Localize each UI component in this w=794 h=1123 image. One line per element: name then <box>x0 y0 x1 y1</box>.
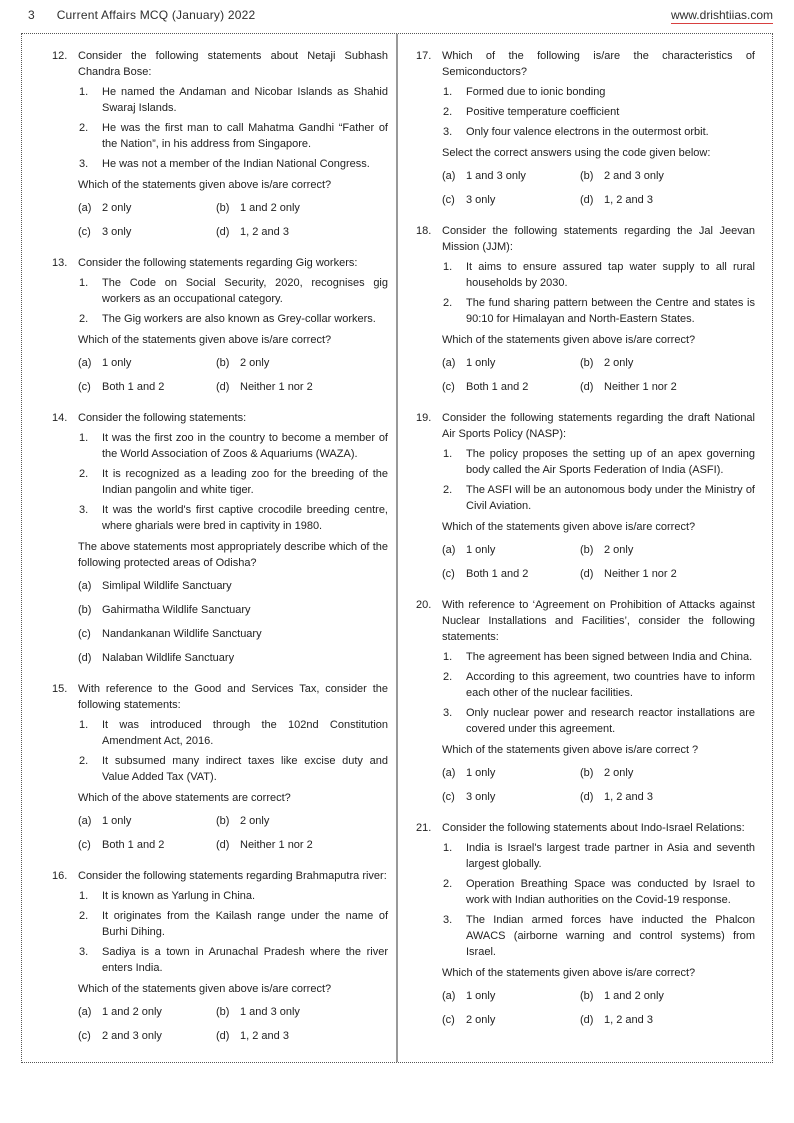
question-intro: Consider the following statements regarding the Jal Jeevan Mission (JJM): <box>442 225 755 253</box>
statement-number: 2. <box>443 297 453 309</box>
statement-text: He named the Andaman and Nicobar Islands as Shahid Swaraj Islands. <box>102 86 388 114</box>
statement-text: It was the first zoo in the country to become a member of the World Association of Zoos & Aquariums (WAZA). <box>102 432 388 460</box>
option-text: 1, 2 and 3 <box>604 791 653 803</box>
answer-option <box>580 988 755 1004</box>
option-label: (c) <box>78 381 91 393</box>
statement-text: The policy proposes the setting up of an apex governing body called the Air Sports Federation of India (ASFI). <box>466 448 755 476</box>
statement-text: Formed due to ionic bonding <box>466 86 606 98</box>
option-text: 1, 2 and 3 <box>604 194 653 206</box>
option-text: 2 only <box>466 1014 496 1026</box>
statement-number: 2. <box>443 878 453 890</box>
answer-option <box>580 765 755 781</box>
question-prompt: Which of the statements given above is/are correct? <box>78 334 332 346</box>
question-body <box>78 681 388 853</box>
answer-option <box>78 379 216 395</box>
question-number: 18. <box>416 225 432 237</box>
answer-option <box>580 355 755 371</box>
statement <box>443 104 755 120</box>
statement <box>79 275 388 307</box>
option-label: (b) <box>216 1006 230 1018</box>
option-list <box>78 200 388 240</box>
option-text: Both 1 and 2 <box>102 381 165 393</box>
statement <box>443 259 755 291</box>
answer-option <box>442 192 580 208</box>
answer-option <box>580 192 755 208</box>
option-text: Simlipal Wildlife Sanctuary <box>102 580 232 592</box>
option-text: 2 only <box>604 357 634 369</box>
statement-text: The agreement has been signed between India and China. <box>466 651 753 663</box>
question-prompt: The above statements most appropriately describe which of the following protected areas of Odisha? <box>78 541 388 569</box>
option-text: 3 only <box>102 226 132 238</box>
statement-number: 1. <box>79 432 89 444</box>
option-text: 3 only <box>466 791 496 803</box>
option-list <box>442 355 755 395</box>
statement <box>443 669 755 701</box>
option-label: (a) <box>78 815 92 827</box>
option-label: (c) <box>442 568 455 580</box>
answer-option <box>442 789 580 805</box>
option-label: (d) <box>580 1014 594 1026</box>
statement-list <box>78 888 388 976</box>
option-text: Neither 1 nor 2 <box>240 839 313 851</box>
statement-number: 2. <box>443 484 453 496</box>
question <box>52 255 388 395</box>
question-body <box>78 48 388 240</box>
option-text: Neither 1 nor 2 <box>604 381 677 393</box>
statement-text: It aims to ensure assured tap water supply to all rural households by 2030. <box>466 261 755 289</box>
option-label: (d) <box>216 1030 230 1042</box>
statement-number: 2. <box>79 910 89 922</box>
option-list <box>78 578 388 666</box>
statement-text: It is recognized as a leading zoo for the breeding of the Indian pangolin and white tiger. <box>102 468 388 496</box>
option-text: Neither 1 nor 2 <box>240 381 313 393</box>
option-label: (c) <box>78 226 91 238</box>
statement <box>443 876 755 908</box>
question <box>416 48 755 208</box>
statement <box>79 84 388 116</box>
statement-number: 2. <box>79 122 89 134</box>
question-number: 17. <box>416 50 432 62</box>
option-label: (b) <box>78 604 92 616</box>
question-intro: With reference to the Good and Services Tax, consider the following statements: <box>78 683 388 711</box>
option-label: (a) <box>78 580 92 592</box>
option-label: (a) <box>78 357 92 369</box>
statement <box>79 502 388 534</box>
answer-option <box>78 355 216 371</box>
statement-text: The Indian armed forces have inducted the Phalcon AWACS (airborne warning and control systems) from Israel. <box>466 914 755 958</box>
option-text: 2 only <box>102 202 132 214</box>
statement-list <box>78 430 388 534</box>
option-list <box>78 355 388 395</box>
statement <box>443 124 755 140</box>
question-body <box>442 410 755 582</box>
statement-number: 3. <box>443 126 453 138</box>
option-list <box>442 168 755 208</box>
option-list <box>78 1004 388 1044</box>
page-number: 3 <box>28 8 35 22</box>
answer-option <box>216 837 388 853</box>
question-intro: Consider the following statements regarding the draft National Air Sports Policy (NASP): <box>442 412 755 440</box>
answer-option <box>442 379 580 395</box>
option-label: (b) <box>580 767 594 779</box>
answer-option <box>78 602 388 618</box>
document-title: Current Affairs MCQ (January) 2022 <box>56 8 256 22</box>
statement-text: Sadiya is a town in Arunachal Pradesh where the river enters India. <box>102 946 388 974</box>
option-label: (a) <box>442 170 456 182</box>
question-number: 13. <box>52 257 68 269</box>
statement-text: It was introduced through the 102nd Constitution Amendment Act, 2016. <box>102 719 388 747</box>
column-divider <box>396 34 398 1062</box>
statement <box>443 84 755 100</box>
answer-option <box>442 168 580 184</box>
question-number: 20. <box>416 599 432 611</box>
statement-list <box>442 446 755 514</box>
question-body <box>78 255 388 395</box>
statement-list <box>442 649 755 737</box>
answer-option <box>216 1004 388 1020</box>
option-label: (d) <box>216 381 230 393</box>
option-label: (d) <box>216 839 230 851</box>
statement <box>79 944 388 976</box>
option-text: Nalaban Wildlife Sanctuary <box>102 652 235 664</box>
statement-text: The ASFI will be an autonomous body under the Ministry of Civil Aviation. <box>466 484 755 512</box>
answer-option <box>442 988 580 1004</box>
option-label: (b) <box>580 990 594 1002</box>
question <box>52 681 388 853</box>
left-column <box>22 34 397 1062</box>
statement-number: 1. <box>79 890 89 902</box>
page-header <box>21 8 773 24</box>
option-text: 1, 2 and 3 <box>604 1014 653 1026</box>
option-text: 1, 2 and 3 <box>240 1030 289 1042</box>
option-label: (c) <box>442 194 455 206</box>
option-text: 1 and 3 only <box>466 170 526 182</box>
option-label: (b) <box>216 202 230 214</box>
option-label: (d) <box>580 791 594 803</box>
answer-option <box>580 542 755 558</box>
answer-option <box>442 355 580 371</box>
option-list <box>78 813 388 853</box>
statement-list <box>442 259 755 327</box>
option-text: 2 only <box>604 544 634 556</box>
answer-option <box>78 837 216 853</box>
option-label: (d) <box>580 381 594 393</box>
option-label: (b) <box>580 170 594 182</box>
answer-option <box>442 566 580 582</box>
statement-text: The Gig workers are also known as Grey-collar workers. <box>102 313 376 325</box>
option-text: Both 1 and 2 <box>466 381 529 393</box>
answer-option <box>78 200 216 216</box>
answer-option <box>216 813 388 829</box>
statement <box>443 482 755 514</box>
option-text: Neither 1 nor 2 <box>604 568 677 580</box>
statement <box>79 753 388 785</box>
statement-number: 1. <box>79 86 89 98</box>
question-intro: Consider the following statements about Netaji Subhash Chandra Bose: <box>78 50 388 78</box>
option-label: (b) <box>216 815 230 827</box>
statement <box>79 908 388 940</box>
question-intro: Which of the following is/are the characteristics of Semiconductors? <box>442 50 755 78</box>
option-label: (c) <box>78 1030 91 1042</box>
question-body <box>442 48 755 208</box>
option-text: 1 and 2 only <box>240 202 300 214</box>
statement-list <box>78 275 388 327</box>
answer-option <box>580 789 755 805</box>
option-text: 2 only <box>240 815 270 827</box>
statement-text: Positive temperature coefficient <box>466 106 620 118</box>
question-intro: Consider the following statements about Indo-Israel Relations: <box>442 822 745 834</box>
question-body <box>442 820 755 1028</box>
option-text: 2 and 3 only <box>102 1030 162 1042</box>
answer-option <box>216 379 388 395</box>
option-text: 1 and 2 only <box>604 990 664 1002</box>
answer-option <box>580 1012 755 1028</box>
statement-number: 1. <box>443 261 453 273</box>
question-body <box>442 597 755 805</box>
answer-option <box>216 355 388 371</box>
option-label: (d) <box>78 652 92 664</box>
option-text: 2 only <box>604 767 634 779</box>
statement <box>79 717 388 749</box>
option-text: Gahirmatha Wildlife Sanctuary <box>102 604 251 616</box>
question-prompt: Which of the statements given above is/are correct ? <box>442 744 699 756</box>
option-label: (d) <box>580 568 594 580</box>
option-label: (b) <box>580 544 594 556</box>
question <box>416 820 755 1028</box>
question-prompt: Which of the statements given above is/are correct? <box>78 983 332 995</box>
question-number: 15. <box>52 683 68 695</box>
answer-option <box>580 168 755 184</box>
statement-number: 3. <box>79 946 89 958</box>
question <box>52 410 388 666</box>
option-text: 1 only <box>102 357 132 369</box>
option-text: 1 only <box>102 815 132 827</box>
statement <box>443 295 755 327</box>
answer-option <box>78 1004 216 1020</box>
question-prompt: Which of the statements given above is/are correct? <box>442 967 696 979</box>
statement-text: India is Israel's largest trade partner in Asia and seventh largest globally. <box>466 842 755 870</box>
statement-text: The Code on Social Security, 2020, recognises gig workers as an occupational category. <box>102 277 388 305</box>
option-text: 1 and 3 only <box>240 1006 300 1018</box>
answer-option <box>78 813 216 829</box>
answer-option <box>216 224 388 240</box>
statement-number: 1. <box>79 277 89 289</box>
question-number: 19. <box>416 412 432 424</box>
statement-number: 3. <box>79 158 89 170</box>
statement-text: The fund sharing pattern between the Centre and states is 90:10 for Himalayan and North-Eastern States. <box>466 297 755 325</box>
option-label: (a) <box>442 544 456 556</box>
question-intro: Consider the following statements regarding Brahmaputra river: <box>78 870 387 882</box>
question-intro: Consider the following statements: <box>78 412 247 424</box>
option-text: 1 only <box>466 767 496 779</box>
statement-number: 2. <box>79 313 89 325</box>
option-text: 3 only <box>466 194 496 206</box>
option-text: Both 1 and 2 <box>466 568 529 580</box>
statement <box>79 120 388 152</box>
question <box>416 223 755 395</box>
statement-number: 1. <box>443 842 453 854</box>
statement-number: 2. <box>79 468 89 480</box>
option-text: Nandankanan Wildlife Sanctuary <box>102 628 262 640</box>
option-text: 1 only <box>466 544 496 556</box>
statement-list <box>78 717 388 785</box>
option-list <box>442 542 755 582</box>
answer-option <box>442 542 580 558</box>
statement-text: According to this agreement, two countries have to inform each other of the nuclear facilities. <box>466 671 755 699</box>
statement <box>79 430 388 462</box>
option-label: (c) <box>78 839 91 851</box>
option-label: (d) <box>580 194 594 206</box>
answer-option <box>442 1012 580 1028</box>
statement-text: Operation Breathing Space was conducted by Israel to work with Indian authorities on the Covid-19 response. <box>466 878 755 906</box>
statement-text: It is known as Yarlung in China. <box>102 890 256 902</box>
answer-option <box>580 379 755 395</box>
option-text: 1 only <box>466 357 496 369</box>
statement-list <box>442 84 755 140</box>
statement-text: It subsumed many indirect taxes like excise duty and Value Added Tax (VAT). <box>102 755 388 783</box>
statement-number: 1. <box>443 448 453 460</box>
question-number: 21. <box>416 822 432 834</box>
option-text: 2 and 3 only <box>604 170 664 182</box>
option-label: (c) <box>442 381 455 393</box>
option-text: 1, 2 and 3 <box>240 226 289 238</box>
statement <box>79 311 388 327</box>
option-label: (a) <box>442 767 456 779</box>
option-label: (c) <box>442 1014 455 1026</box>
statement-list <box>442 840 755 960</box>
statement-text: He was not a member of the Indian National Congress. <box>102 158 370 170</box>
option-label: (b) <box>216 357 230 369</box>
statement-text: Only nuclear power and research reactor installations are covered under this agreement. <box>466 707 755 735</box>
answer-option <box>78 578 388 594</box>
right-column <box>397 34 772 1062</box>
option-label: (a) <box>442 990 456 1002</box>
statement-number: 3. <box>443 707 453 719</box>
option-text: Both 1 and 2 <box>102 839 165 851</box>
question-prompt: Select the correct answers using the code given below: <box>442 147 711 159</box>
option-label: (d) <box>216 226 230 238</box>
statement <box>443 705 755 737</box>
question <box>416 410 755 582</box>
statement-text: It was the world's first captive crocodile breeding centre, where gharials were bred in captivity in 1980. <box>102 504 388 532</box>
statement-number: 1. <box>443 651 453 663</box>
statement-number: 1. <box>79 719 89 731</box>
option-label: (a) <box>442 357 456 369</box>
statement <box>79 888 388 904</box>
statement <box>443 912 755 960</box>
answer-option <box>78 1028 216 1044</box>
option-label: (a) <box>78 202 92 214</box>
option-label: (a) <box>78 1006 92 1018</box>
answer-option <box>442 765 580 781</box>
option-label: (c) <box>78 628 91 640</box>
question-body <box>78 410 388 666</box>
question <box>52 48 388 240</box>
statement-number: 2. <box>79 755 89 767</box>
statement-list <box>78 84 388 172</box>
statement <box>79 466 388 498</box>
option-list <box>442 765 755 805</box>
statement <box>443 840 755 872</box>
question-paper-box <box>21 33 773 1063</box>
question-number: 16. <box>52 870 68 882</box>
question-body <box>78 868 388 1044</box>
option-text: 1 and 2 only <box>102 1006 162 1018</box>
question-number: 12. <box>52 50 68 62</box>
answer-option <box>78 626 388 642</box>
statement-number: 2. <box>443 106 453 118</box>
option-label: (b) <box>580 357 594 369</box>
statement <box>79 156 388 172</box>
answer-option <box>78 650 388 666</box>
statement <box>443 446 755 478</box>
question-intro: Consider the following statements regarding Gig workers: <box>78 257 358 269</box>
statement-number: 2. <box>443 671 453 683</box>
website-link[interactable]: www.drishtiias.com <box>670 8 773 22</box>
question-prompt: Which of the above statements are correct? <box>78 792 291 804</box>
question-prompt: Which of the statements given above is/are correct? <box>78 179 332 191</box>
answer-option <box>216 200 388 216</box>
statement-number: 3. <box>443 914 453 926</box>
question-number: 14. <box>52 412 68 424</box>
answer-option <box>216 1028 388 1044</box>
answer-option <box>580 566 755 582</box>
question-body <box>442 223 755 395</box>
question-prompt: Which of the statements given above is/are correct? <box>442 334 696 346</box>
statement-number: 3. <box>79 504 89 516</box>
statement-text: He was the first man to call Mahatma Gandhi “Father of the Nation”, in his address from Singapore. <box>102 122 388 150</box>
statement-text: Only four valence electrons in the outermost orbit. <box>466 126 709 138</box>
question <box>416 597 755 805</box>
option-text: 2 only <box>240 357 270 369</box>
statement <box>443 649 755 665</box>
question <box>52 868 388 1044</box>
answer-option <box>78 224 216 240</box>
statement-number: 1. <box>443 86 453 98</box>
statement-text: It originates from the Kailash range under the name of Burhi Dihing. <box>102 910 388 938</box>
option-list <box>442 988 755 1028</box>
option-text: 1 only <box>466 990 496 1002</box>
question-intro: With reference to ‘Agreement on Prohibition of Attacks against Nuclear Installations and Facilities’, consider the following statements: <box>442 599 755 643</box>
option-label: (c) <box>442 791 455 803</box>
question-prompt: Which of the statements given above is/are correct? <box>442 521 696 533</box>
